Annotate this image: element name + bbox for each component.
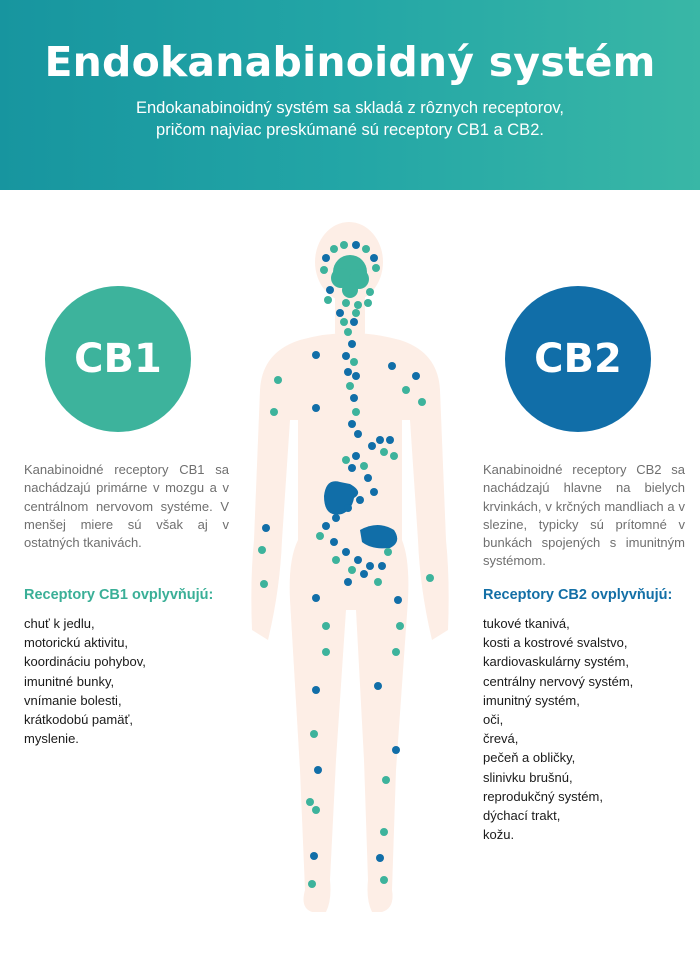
cb2-receptor-dot [352,372,360,380]
cb1-receptor-dot [390,452,398,460]
cb1-description: Kanabinoidné receptory CB1 sa nachádzajú primárne v mozgu a v centrálnom nervovom systéme. V menšej miere sú však aj v ostatných tkanivách. [24,462,229,551]
cb2-receptor-dot [376,854,384,862]
cb2-receptor-dot [350,394,358,402]
cb1-receptor-dot [360,462,368,470]
cb2-receptor-dot [354,430,362,438]
cb2-receptor-dot [348,464,356,472]
list-item: imunitné bunky, [24,673,115,689]
cb1-receptor-dot [322,622,330,630]
cb1-receptor-dot [270,408,278,416]
cb1-receptor-dot [316,532,324,540]
cb1-receptor-dot [426,574,434,582]
subtitle-line-2: pričom najviac preskúmané sú receptory CB1 a CB2. [156,121,544,139]
cb1-receptor-dot [380,448,388,456]
cb1-receptor-dot [342,456,350,464]
cb1-receptor-dot [354,301,362,309]
cb1-receptor-dot [260,580,268,588]
cb2-receptor-dot [386,436,394,444]
list-item: kožu. [483,827,515,843]
cb2-receptor-dot [310,852,318,860]
cb2-receptor-dot [344,504,352,512]
cb1-receptor-dot [402,386,410,394]
cb2-receptor-dot [360,570,368,578]
list-item: koordináciu pohybov, [24,654,146,670]
cb2-receptor-dot [376,436,384,444]
cb2-receptor-dot [348,340,356,348]
list-item: črevá, [483,731,519,747]
cb2-receptor-dot [368,442,376,450]
cb1-receptor-dot [380,828,388,836]
cb2-receptor-dot [352,452,360,460]
list-item: kosti a kostrové svalstvo, [483,635,628,651]
cb1-receptor-dot [364,299,372,307]
cb1-receptor-dot [308,880,316,888]
cb2-receptor-dot [262,524,270,532]
cb2-receptor-dot [312,351,320,359]
cb1-receptor-dot [348,566,356,574]
cb2-receptor-dot [374,682,382,690]
cb2-receptor-dot [314,766,322,774]
cb1-receptor-dot [312,806,320,814]
cb2-receptor-dot [366,562,374,570]
cb1-receptor-dot [330,245,338,253]
cb1-receptor-dot [342,299,350,307]
cb2-effects-list [483,614,633,844]
cb1-receptor-dot [344,328,352,336]
cb2-badge: CB2 [505,286,651,432]
cb1-receptor-dot [362,245,370,253]
list-item: motorickú aktivitu, [24,635,129,651]
cb1-receptor-dot [352,408,360,416]
list-item: kardiovaskulárny systém, [483,654,629,670]
cb1-receptor-dot [306,798,314,806]
cb1-receptor-dot [396,622,404,630]
cb1-receptor-dot [340,318,348,326]
cb2-receptor-dot [356,496,364,504]
cb2-receptor-dot [364,474,372,482]
list-item: reprodukčný systém, [483,788,603,804]
list-item: tukové tkanivá, [483,616,570,631]
cb1-receptor-dot [380,876,388,884]
list-item: centrálny nervový systém, [483,673,634,689]
cb2-receptor-dot [336,309,344,317]
cb1-receptor-dot [366,288,374,296]
cb2-receptor-dot [312,404,320,412]
cb1-receptor-dot [340,241,348,249]
cb2-receptor-dot [342,352,350,360]
list-item: pečeň a obličky, [483,750,576,766]
cb2-receptor-dot [370,488,378,496]
cb1-receptor-dot [332,556,340,564]
cb1-effects-list [24,614,146,748]
list-item: krátkodobú pamäť, [24,712,133,728]
cb2-receptor-dot [388,362,396,370]
cb1-badge: CB1 [45,286,191,432]
cb1-receptor-dot [258,546,266,554]
page-title: Endokanabinoidný systém [44,38,656,86]
cb2-receptor-dot [322,254,330,262]
cb2-receptor-dot [370,254,378,262]
cb1-receptor-dot [374,578,382,586]
cb1-receptor-dot [350,358,358,366]
cb2-receptor-dot [354,556,362,564]
cb2-receptor-dot [330,538,338,546]
cb1-receptor-dot [320,266,328,274]
cb1-receptor-dot [384,548,392,556]
cb2-receptor-dot [392,746,400,754]
cb2-receptor-dot [350,318,358,326]
cb2-receptor-dot [394,596,402,604]
cb2-receptor-dot [344,368,352,376]
cb2-description: Kanabinoidné receptory CB2 sa nachádzajú hlavne na bielych krvinkách, v krčných mandliach a v slezine, typicky sú prítomné v bunkách spojených s imunitným systémom. [483,462,685,569]
cb2-receptor-dot [344,578,352,586]
list-item: imunitný systém, [483,692,580,708]
cb2-receptor-dot [332,514,340,522]
cb2-receptor-dot [412,372,420,380]
cb1-receptor-dot [392,648,400,656]
cb2-receptor-dot [342,548,350,556]
cb2-receptor-dot [322,522,330,530]
cb2-receptor-dot [352,241,360,249]
cb2-receptor-dot [312,686,320,694]
cb2-receptor-dot [378,562,386,570]
cb1-receptor-dot [310,730,318,738]
cb1-receptor-dot [382,776,390,784]
subtitle-line-1: Endokanabinoidný systém sa skladá z rôznych receptorov, [135,99,564,117]
cb1-receptor-dot [418,398,426,406]
cb2-receptor-dot [326,286,334,294]
list-item: myslenie. [24,731,79,747]
cb1-receptor-dot [346,382,354,390]
list-item: dýchací trakt, [483,808,561,824]
list-item: oči, [483,712,504,728]
cb1-receptor-dot [322,648,330,656]
list-item: vnímanie bolesti, [24,692,122,708]
cb2-receptor-dot [348,420,356,428]
cb1-receptor-dot [324,296,332,304]
list-item: slinivku brušnú, [483,769,573,785]
cb1-receptor-dot [274,376,282,384]
cb2-receptor-dot [312,594,320,602]
cb2-effects-heading: Receptory CB2 ovplyvňujú: [483,587,673,603]
list-item: chuť k jedlu, [24,616,95,631]
cb1-receptor-dot [372,264,380,272]
cb1-receptor-dot [352,309,360,317]
cb1-effects-heading: Receptory CB1 ovplyvňujú: [24,587,214,603]
